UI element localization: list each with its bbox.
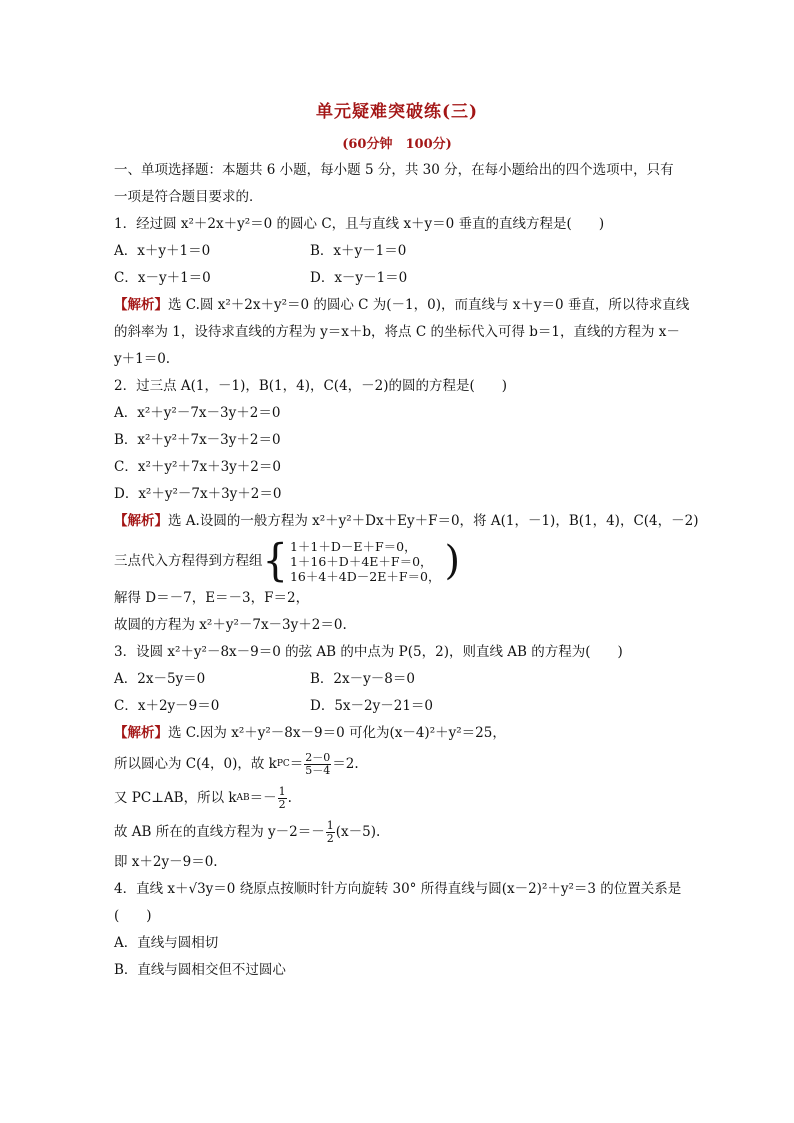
option-row (114, 265, 684, 292)
solution-line: 解得 D＝－7，E＝－3，F＝2， (114, 590, 310, 606)
analysis-tag: 【解析】 (114, 725, 168, 741)
analysis-text: 选 A.设圆的一般方程为 x²＋y²＋Dx＋Ey＋F＝0，将 A(1，－1)，B(1，4)，C(4，－2) (168, 513, 699, 529)
right-paren-icon: ) (444, 538, 461, 584)
fraction (278, 786, 287, 811)
slope-pc-suffix: ＝2. (332, 755, 359, 772)
option-c: C．x－y＋1＝0 (114, 270, 211, 286)
analysis-line: 的斜率为 1，设待求直线的方程为 y＝x＋b，将点 C 的坐标代入可得 b＝1，直线的方程为 x－ (114, 324, 680, 340)
slope-ab-subscript: AB (236, 792, 250, 803)
fraction-denominator: 2 (326, 831, 334, 845)
option-row (114, 238, 684, 265)
slope-ab-prefix: 又 PC⊥AB，所以 k (114, 789, 237, 806)
equation-system (114, 535, 684, 587)
option-a: A．2x－5y＝0 (114, 671, 206, 687)
system-prefix: 三点代入方程得到方程组 (114, 552, 263, 569)
slope-ab-line (114, 781, 684, 815)
analysis-line: y＋1＝0. (114, 351, 171, 367)
fraction-denominator: 5－4 (305, 763, 331, 777)
question-stem: ( ) (114, 908, 152, 924)
system-equation: 1＋1＋D－E＋F＝0， (289, 538, 417, 554)
system-equation: 16＋4＋4D－2E＋F＝0， (289, 568, 441, 584)
question-stem: 3．设圆 x²＋y²－8x－9＝0 的弦 AB 的中点为 P(5，2)，则直线 AB 的方程为( ) (114, 644, 623, 660)
equals-sign: ＝ (289, 755, 304, 772)
section-intro-line: 一项是符合题目要求的． (114, 189, 263, 205)
option-d: D．x²＋y²－7x＋3y＋2＝0 (114, 486, 282, 502)
option-row (114, 693, 684, 720)
question-stem: 4．直线 x＋√3y＝0 绕原点按顺时针方向旋转 30° 所得直线与圆(x－2)²＋y²＝3 的位置关系是 (114, 881, 682, 897)
slope-ab-suffix: . (287, 789, 292, 806)
equals-sign: ＝－ (249, 789, 277, 806)
final-line: 即 x＋2y－9＝0. (114, 854, 218, 870)
analysis-text: 选 C.因为 x²＋y²－8x－9＝0 可化为(x－4)²＋y²＝25， (168, 725, 506, 741)
analysis-line (114, 292, 690, 319)
fraction-numerator: 1 (278, 784, 286, 798)
slope-pc-line (114, 747, 684, 781)
page-subtitle: (60分钟 100分) (342, 137, 452, 152)
option-b: B．2x－y－8＝0 (310, 671, 415, 687)
option-b: B．x＋y－1＝0 (310, 243, 407, 259)
slope-pc-prefix: 所以圆心为 C(4，0)，故 k (114, 755, 277, 772)
option-a: A．x²＋y²－7x－3y＋2＝0 (114, 405, 281, 421)
question-stem: 1．经过圆 x²＋2x＋y²＝0 的圆心 C，且与直线 x＋y＝0 垂直的直线方程是( ) (114, 216, 605, 232)
fraction-numerator: 1 (326, 818, 334, 832)
option-c: C．x＋2y－9＝0 (114, 698, 220, 714)
line-equation-suffix: (x－5). (335, 823, 381, 840)
analysis-tag: 【解析】 (114, 297, 168, 313)
analysis-line (114, 508, 699, 535)
page-title: 单元疑难突破练(三) (315, 102, 479, 122)
fraction-numerator: 2－0 (305, 750, 331, 764)
option-b: B．直线与圆相交但不过圆心 (114, 962, 286, 978)
option-a: A．x＋y＋1＝0 (114, 243, 211, 259)
question-stem: 2．过三点 A(1，－1)，B(1，4)，C(4，－2)的圆的方程是( ) (114, 378, 508, 394)
analysis-text: 选 C.圆 x²＋2x＋y²＝0 的圆心 C 为(－1，0)，而直线与 x＋y＝0 垂直，所以待求直线 (168, 297, 690, 313)
option-d: D．5x－2y－21＝0 (310, 698, 434, 714)
result-line: 故圆的方程为 x²＋y²－7x－3y＋2＝0. (114, 617, 347, 633)
option-d: D．x－y－1＝0 (310, 270, 408, 286)
system-equation: 1＋16＋D＋4E＋F＝0， (289, 553, 433, 569)
fraction (304, 752, 331, 777)
option-row (114, 666, 684, 693)
left-brace-icon: { (262, 535, 288, 587)
line-equation (114, 815, 684, 849)
analysis-tag: 【解析】 (114, 513, 168, 529)
option-c: C．x²＋y²＋7x＋3y＋2＝0 (114, 459, 281, 475)
fraction (326, 820, 335, 845)
analysis-line (114, 720, 684, 747)
system-equations (290, 539, 441, 584)
section-intro-line: 一、单项选择题：本题共 6 小题，每小题 5 分，共 30 分，在每小题给出的四个选项中，只有 (114, 162, 674, 178)
option-a: A．直线与圆相切 (114, 935, 219, 951)
slope-pc-subscript: PC (276, 758, 290, 769)
option-b: B．x²＋y²＋7x－3y＋2＝0 (114, 432, 281, 448)
fraction-denominator: 2 (278, 797, 286, 811)
document-body (114, 157, 699, 984)
line-equation-prefix: 故 AB 所在的直线方程为 y－2＝－ (114, 823, 325, 840)
